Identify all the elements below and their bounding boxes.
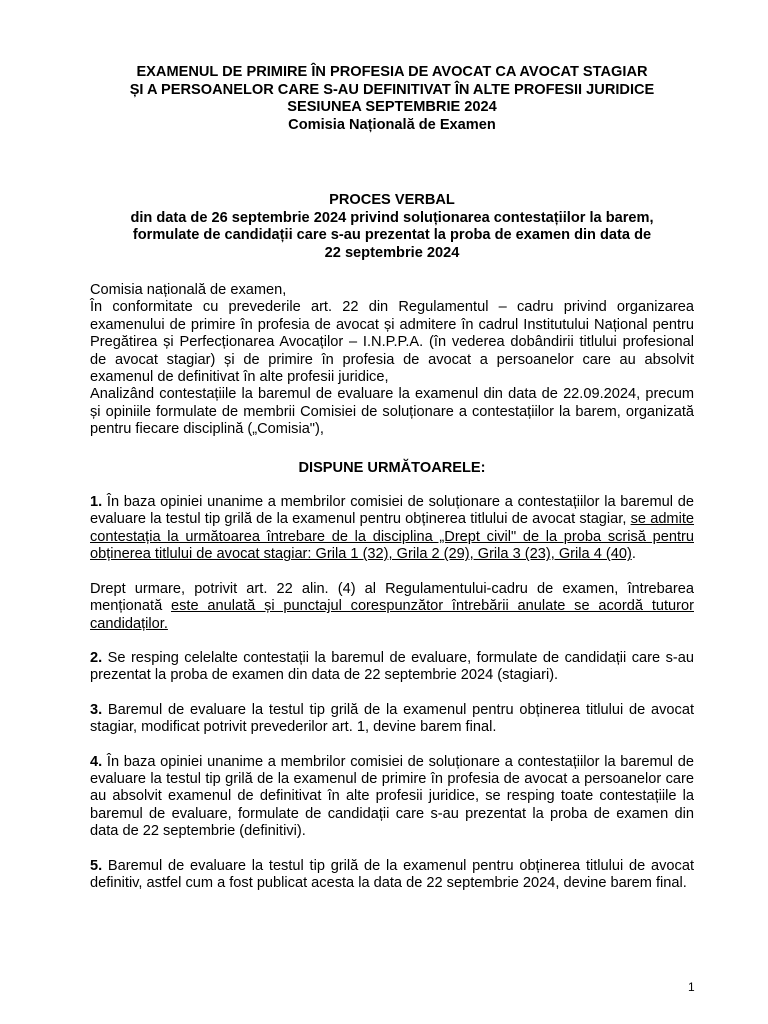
point-5-text: Baremul de evaluare la testul tip grilă de la examenul pentru obținerea titlului de avocat definitiv, astfel cum a fost publicat acesta la data de 22 septembrie 2024, devine barem final. — [90, 857, 694, 891]
point-3-text: Baremul de evaluare la testul tip grilă de la examenul pentru obținerea titlului de avocat stagiar, modificat potrivit prevederilor art. 1, devine barem final. — [90, 701, 694, 736]
point-2-text: Se resping celelalte contestații la baremul de evaluare, formulate de candidații care s-au prezentat la proba de examen din data de 22 septembrie 2024 (stagiari). — [90, 649, 694, 684]
point-1-text: În baza opiniei unanime a membrilor comisiei de soluționare a contestațiilor la baremul de evaluare la testul tip grilă de la examenul pentru obținerea titlului de avocat stagiar, — [90, 494, 694, 528]
point-1-number: 1. — [90, 494, 103, 511]
intro-section — [90, 282, 694, 439]
point-1 — [90, 494, 694, 564]
document-header — [90, 64, 694, 134]
point-1b-underlined: este anulată și punctajul corespunzător întrebării anulate se acordă tuturor candidaților. — [90, 598, 694, 632]
point-4 — [90, 754, 694, 841]
header-line-1: EXAMENUL DE PRIMIRE ÎN PROFESIA DE AVOCAT CA AVOCAT STAGIAR — [136, 64, 648, 80]
proces-verbal-line-2: formulate de candidații care s-au prezentat la proba de examen din data de — [132, 227, 652, 243]
intro-paragraph-1: Comisia națională de examen, — [90, 282, 287, 298]
intro-paragraph-3: Analizând contestațiile la baremul de evaluare la examenul din data de 22.09.2024, precum și opiniile formulate de membrii Comisiei de soluționare a contestațiilor la barem, organizată pentru fiecare disciplină („Comisia"), — [90, 386, 694, 438]
point-5-number: 5. — [90, 857, 103, 874]
point-1-consequence — [90, 581, 694, 633]
point-1-underlined: se admite contestația la următoarea întrebare de la disciplina „Drept civil" de la proba scrisă pentru obținerea titlului de avocat stagiar: Grila 1 (32), Grila 2 (29), Grila 3 (23), Grila 4 (40) — [90, 511, 695, 563]
proces-verbal-line-1: din data de 26 septembrie 2024 privind soluționarea contestațiilor la barem, — [130, 209, 654, 226]
point-3-number: 3. — [90, 701, 103, 718]
dispune-heading: DISPUNE URMĂTOARELE: — [298, 459, 486, 476]
point-4-number: 4. — [90, 753, 103, 770]
header-line-4: Comisia Națională de Examen — [288, 116, 496, 133]
intro-paragraph-2: În conformitate cu prevederile art. 22 din Regulamentul – cadru privind organizarea examenului de primire în profesia de avocat și admitere în cadrul Institutului Național pentru Pregătirea și Perfecționarea Avocaților – I.N.P.P.A. (în vederea dobândirii titlului profesional de avocat stagiar) și de primire în profesia de avocat a persoanelor care au absolvit examenul de definitivat în alte profesii juridice, — [90, 299, 694, 386]
proces-verbal-title: PROCES VERBAL — [329, 192, 455, 208]
point-1b-text: Drept urmare, potrivit art. 22 alin. (4) al Regulamentului-cadru de examen, întrebarea menționată — [90, 580, 694, 615]
point-4-text: În baza opiniei unanime a membrilor comisiei de soluționare a contestațiilor la baremul de evaluare la testul tip grilă de la examenul de primire în profesia de avocat a persoanelor care au absolvit examenul de definitivat în alte profesii juridice, se resping toate contestațiile la baremul de evaluare, formulate de candidații care s-au prezentat la proba de examen din data de 22 septembrie (definitivi). — [90, 753, 694, 840]
header-line-3: SESIUNEA SEPTEMBRIE 2024 — [287, 99, 497, 115]
proces-verbal-title-block — [90, 192, 694, 262]
document-page — [90, 64, 694, 892]
proces-verbal-line-3: 22 septembrie 2024 — [324, 244, 460, 261]
point-1-end: . — [631, 546, 636, 563]
point-2-number: 2. — [90, 649, 103, 666]
page-number: 1 — [688, 980, 695, 994]
point-3 — [90, 702, 694, 737]
point-2 — [90, 650, 694, 685]
header-line-2: ȘI A PERSOANELOR CARE S-AU DEFINITIVAT ÎN ALTE PROFESII JURIDICE — [129, 81, 655, 98]
point-5 — [90, 858, 694, 893]
